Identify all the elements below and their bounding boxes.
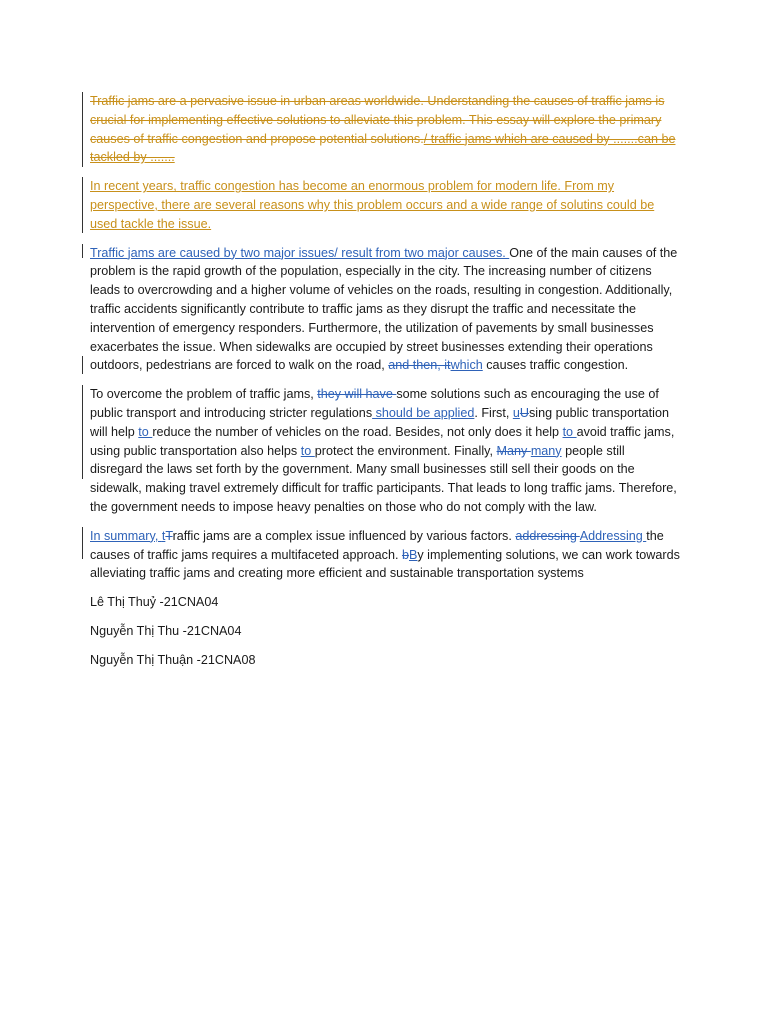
body-paragraph-1 (90, 244, 680, 376)
inserted-text: should be applied (372, 405, 475, 420)
inserted-topic-sentence: Traffic jams are caused by two major issues/ result from two major causes. (90, 245, 510, 260)
intro-inserted-paragraph (90, 177, 680, 233)
body-text: some solutions such as encouraging the use of public transport and introducing stricter regulations (90, 387, 659, 420)
body-text: reduce the number of vehicles on the road. Besides, not only does it help (152, 424, 563, 439)
body-text: people still disregard the laws set forth by the government. Many small businesses still sell their goods on the sidewalk, making travel extremely difficult for traffic participants. That leads to long traffic jams. Therefore, the government needs to impose heavy penalties on those who do not comply with the law. (90, 443, 677, 514)
inserted-text: many (530, 443, 562, 458)
inserted-text: t (161, 528, 166, 543)
change-bar (82, 385, 83, 479)
body-paragraph-2 (90, 385, 680, 517)
deleted-text: they will have (317, 387, 397, 402)
body-text: . First, (474, 405, 513, 420)
inserted-intro-text: In recent years, traffic congestion has become an enormous problem for modern life. From my perspective, there are several reasons why this problem occurs and a wide range of solutins could be used tackle the issue. (90, 179, 655, 231)
change-bar (82, 356, 83, 374)
deleted-text: Many (496, 443, 531, 458)
conclusion-paragraph (90, 527, 680, 583)
intro-deleted-paragraph (90, 92, 680, 167)
deleted-intro-text: Traffic jams are a pervasive issue in urban areas worldwide. Understanding the causes of traffic jams is crucial for implementing effective solutions to alleviate this problem. This essay will explore the primary causes of traffic congestion and propose potential solutions. (90, 94, 665, 146)
inserted-text: to (138, 424, 153, 439)
inserted-text: which (450, 358, 483, 373)
body-text: sing public transportation will help (90, 405, 669, 439)
inserted-text: to (300, 443, 315, 458)
change-bar (82, 177, 83, 233)
deleted-text: and then, it (388, 358, 451, 373)
body-text: avoid traffic jams, using public transportation also helps (90, 424, 675, 458)
body-text: causes traffic congestion. (482, 358, 629, 373)
deleted-text: U (519, 405, 529, 420)
inserted-text: to (562, 424, 577, 439)
deleted-text: addressing (515, 528, 580, 543)
body-text: the causes of traffic jams requires a multifaceted approach. (90, 528, 664, 562)
deleted-intro-outline: / traffic jams which are caused by .......can be tackled by ....... (90, 131, 676, 165)
change-bar (82, 244, 83, 258)
document-page (90, 92, 680, 680)
change-bar (82, 527, 83, 559)
inserted-text: Addressing (579, 528, 647, 543)
change-bar (82, 92, 83, 167)
inserted-text: u (512, 405, 520, 420)
deleted-text: b (401, 547, 409, 562)
inserted-text: In summary, (90, 528, 162, 543)
deleted-text: T (165, 528, 173, 543)
author-line: Lê Thị Thuỷ -21CNA04 (90, 595, 219, 610)
body-text: To overcome the problem of traffic jams, (90, 387, 318, 402)
body-text: y implementing solutions, we can work towards alleviating traffic jams and creating more efficient and sustainable transportation systems (90, 547, 680, 581)
inserted-text: B (408, 547, 418, 562)
author-line: Nguyễn Thị Thuận -21CNA08 (90, 652, 256, 667)
body-text: raffic jams are a complex issue influenced by various factors. (172, 528, 516, 543)
body-text: One of the main causes of the problem is the rapid growth of the population, especially in the city. The increasing number of citizens leads to overcrowding and a higher volume of vehicles on the roads, resulting in congestion. Additionally, traffic accidents significantly contribute to traffic jams as they disrupt the traffic and necessitate the intervention of emergency responders. Furthermore, the utilization of pavements by small businesses exacerbates the issue. When sidewalks are occupied by street businesses extending their operations outdoors, pedestrians are forced to walk on the road, (90, 245, 678, 373)
author-line: Nguyễn Thị Thu -21CNA04 (90, 623, 242, 638)
body-text: protect the environment. Finally, (314, 443, 497, 458)
